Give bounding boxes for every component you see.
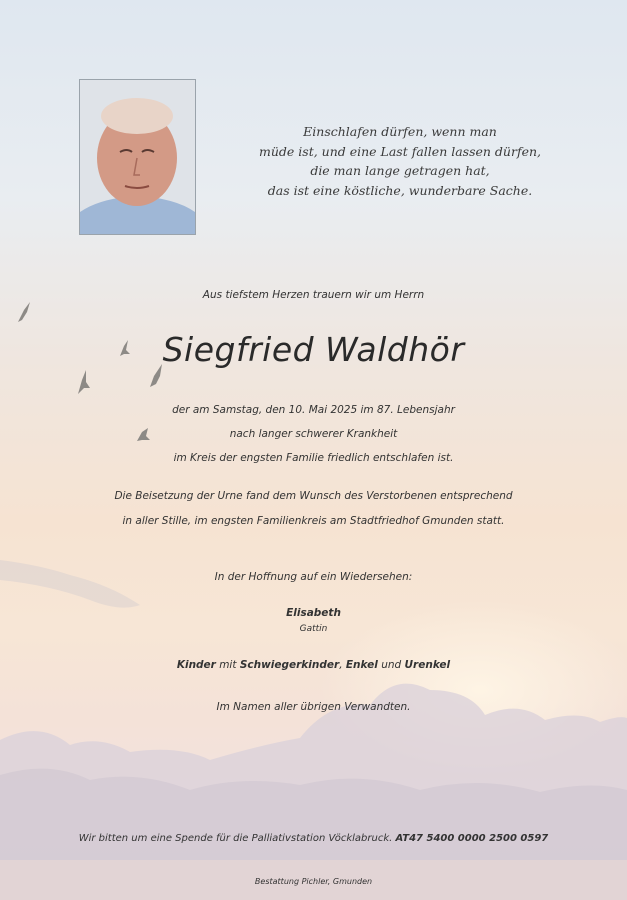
- funeral-line: in aller Stille, im engsten Familienkreis am Stadtfriedhof Gmunden statt.: [122, 515, 505, 527]
- wife-role: Gattin: [299, 624, 328, 634]
- details-line: der am Samstag, den 10. Mai 2025 im 87. Lebensjahr: [172, 404, 455, 416]
- quote-line: Einschlafen dürfen, wenn man: [303, 124, 497, 139]
- family-line: [0, 659, 627, 671]
- family-mit: mit: [215, 659, 240, 671]
- details-line: im Kreis der engsten Familie friedlich entschlafen ist.: [173, 452, 454, 464]
- donation-text: Wir bitten um eine Spende für die Palliativstation Vöcklabruck.: [78, 833, 396, 844]
- bird-icon: [18, 302, 30, 322]
- portrait-icon: [80, 80, 195, 234]
- deceased-name: Siegfried Waldhör: [162, 330, 465, 369]
- family-und: und: [377, 659, 405, 671]
- wife-name: Elisabeth: [286, 607, 341, 619]
- quote-line: die man lange getragen hat,: [310, 163, 490, 178]
- funeral-line: Die Beisetzung der Urne fand dem Wunsch des Verstorbenen entsprechend: [114, 490, 513, 502]
- donation-iban: AT47 5400 0000 2500 0597: [395, 833, 549, 844]
- quote-line: das ist eine köstliche, wunderbare Sache.: [267, 182, 533, 198]
- quote-line: müde ist, und eine Last fallen lassen dürfen,: [259, 143, 541, 159]
- family-urenkel: Urenkel: [404, 659, 451, 671]
- hope-text: In der Hoffnung auf ein Wiedersehen:: [214, 571, 413, 583]
- family-schwiegerkinder: Schwiegerkinder: [239, 659, 340, 671]
- bird-icon: [78, 370, 90, 394]
- portrait-photo: [79, 79, 196, 235]
- intro-text: Aus tiefstem Herzen trauern wir um Herrn: [202, 289, 425, 301]
- undertaker: Bestattung Pichler, Gmunden: [254, 877, 373, 886]
- family-comma: ,: [339, 659, 346, 671]
- donation-line: [0, 833, 627, 844]
- family-enkel: Enkel: [345, 659, 378, 671]
- family-kinder: Kinder: [176, 659, 216, 671]
- details-line: nach langer schwerer Krankheit: [229, 428, 398, 440]
- quote: [245, 122, 555, 200]
- others-text: Im Namen aller übrigen Verwandten.: [216, 701, 411, 713]
